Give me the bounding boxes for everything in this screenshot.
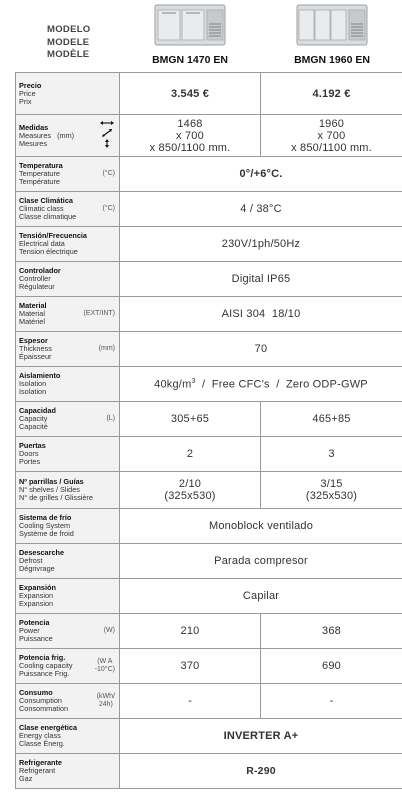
dimensions-value-1 [120, 115, 261, 157]
defrost-value: Parada compresor [120, 544, 402, 579]
row-electrical [16, 227, 402, 262]
label-en: Controller [19, 274, 51, 283]
label-power [16, 614, 120, 649]
label-fr: Tension électrique [19, 247, 78, 256]
label-climate-class [16, 192, 120, 227]
label-fr: Consommation [19, 704, 69, 713]
capacity-value-1: 305+65 [120, 402, 261, 437]
model-label-fr-accent: MODÈLE [47, 49, 90, 60]
unit-label-line-1: (W A [97, 658, 113, 665]
cooling-capacity-value-2: 690 [261, 649, 402, 684]
label-cooling-capacity [16, 649, 120, 684]
product-name-2: BMGN 1960 EN [294, 54, 370, 66]
label-es: Medidas [19, 122, 49, 132]
label-en: Expansion [19, 591, 54, 600]
row-dimensions [16, 115, 402, 157]
shelves-count: 3/15 [320, 478, 343, 490]
unit-label: (°C) [102, 205, 115, 212]
unit-label [97, 693, 115, 709]
refrigerated-counter-2-door-image [154, 4, 226, 46]
refrigerated-counter-3-door-image [296, 4, 368, 46]
row-material [16, 297, 402, 332]
label-en: Price [19, 88, 36, 98]
label-es: Precio [19, 80, 42, 90]
label-thickness [16, 332, 120, 367]
unit-label-line-2: 24h) [98, 701, 113, 708]
label-fr: Système de froid [19, 529, 74, 538]
unit-label-line-2: -10°C) [94, 666, 115, 673]
label-expansion [16, 579, 120, 614]
label-shelves [16, 472, 120, 509]
label-es: Capacidad [19, 406, 56, 415]
dimension-width: 1468 [177, 117, 203, 130]
cooling-capacity-value-1: 370 [120, 649, 261, 684]
dimension-width: 1960 [318, 117, 345, 130]
unit-label-line-1: (kWh/ [96, 693, 115, 700]
label-en: Defrost [19, 556, 43, 565]
label-es: Espesor [19, 336, 48, 345]
label-es: Nº parrillas / Guías [19, 477, 84, 486]
label-es: Tensión/Frecuencia [19, 231, 87, 240]
label-en: Climatic class [19, 204, 64, 213]
unit-label: (W) [103, 627, 115, 634]
row-price [16, 73, 402, 115]
label-doors [16, 437, 120, 472]
label-price [16, 73, 120, 115]
label-fr: Mesures [19, 138, 47, 148]
label-fr: Expansion [19, 599, 54, 608]
label-dimensions [16, 115, 120, 157]
row-cooling-capacity [16, 649, 402, 684]
label-en: Material [19, 309, 45, 318]
label-temperature [16, 157, 120, 192]
label-es: Controlador [19, 266, 61, 275]
label-es: Consumo [19, 688, 53, 697]
material-value: AISI 304 18/10 [120, 297, 402, 332]
label-fr: Puissance [19, 634, 53, 643]
row-climate-class [16, 192, 402, 227]
doors-value-1: 2 [120, 437, 261, 472]
label-en: Cooling System [19, 521, 71, 530]
label-refrigerant [16, 754, 120, 789]
unit-label: (°C) [102, 170, 115, 177]
label-fr: Dégrivrage [19, 564, 55, 573]
label-es: Potencia [19, 618, 50, 627]
label-es: Refrigerante [19, 758, 62, 767]
label-en-text: Measures [19, 130, 52, 140]
label-en: Temperature [19, 169, 60, 178]
shelves-value-2 [261, 472, 402, 509]
spec-table [15, 72, 402, 789]
row-power [16, 614, 402, 649]
row-shelves [16, 472, 402, 509]
label-fr: Classe Énerg. [19, 739, 65, 748]
dimensions-value-2 [261, 115, 402, 157]
label-en: Power [19, 626, 40, 635]
unit-label: (mm) [98, 345, 115, 352]
refrigerant-value: R-290 [120, 754, 402, 789]
product-name-1: BMGN 1470 EN [152, 54, 228, 66]
insulation-notes: / Free CFC's / Zero ODP-GWP [195, 378, 368, 391]
header [0, 0, 402, 70]
label-en: Electrical data [19, 239, 65, 248]
thickness-value: 70 [120, 332, 402, 367]
label-insulation [16, 367, 120, 402]
label-es: Temperatura [19, 161, 63, 170]
row-defrost [16, 544, 402, 579]
label-es: Clase Climática [19, 196, 73, 205]
electrical-value: 230V/1ph/50Hz [120, 227, 402, 262]
label-cooling-system [16, 509, 120, 544]
dimension-depth: x 700 [317, 129, 346, 142]
label-es: Potencia frig. [19, 653, 66, 662]
label-es: Clase energética [19, 723, 78, 732]
power-value-1: 210 [120, 614, 261, 649]
controller-value: Digital IP65 [120, 262, 402, 297]
dimension-height: x 850/1100 mm. [149, 141, 231, 154]
label-controller [16, 262, 120, 297]
label-fr: Régulateur [19, 282, 55, 291]
row-consumption [16, 684, 402, 719]
unit-label: (mm) [57, 130, 75, 140]
model-label [47, 24, 91, 62]
shelf-size: (325x530) [164, 490, 216, 502]
unit-label: (L) [106, 415, 115, 422]
label-fr: Isolation [19, 387, 47, 396]
insulation-value [120, 367, 402, 402]
power-value-2: 368 [261, 614, 402, 649]
row-cooling-system [16, 509, 402, 544]
row-capacity [16, 402, 402, 437]
unit-label [95, 658, 115, 674]
label-es: Expansión [19, 583, 56, 592]
label-fr: Matériel [19, 317, 45, 326]
model-label-fr: MODELE [47, 36, 90, 48]
dimension-height: x 850/1100 mm. [291, 141, 372, 154]
consumption-value-1: - [120, 684, 261, 719]
row-temperature [16, 157, 402, 192]
doors-value-2: 3 [261, 437, 402, 472]
label-fr: Température [19, 177, 60, 186]
label-fr: Épaisseur [19, 352, 52, 361]
label-es: Material [19, 301, 47, 310]
price-value-2: 4.192 € [261, 73, 402, 115]
label-es: Sistema de frío [19, 513, 72, 522]
row-expansion [16, 579, 402, 614]
shelves-value-1 [120, 472, 261, 509]
dimensions-arrows-icon [100, 118, 114, 148]
shelves-count: 2/10 [178, 478, 202, 490]
row-energy-class [16, 719, 402, 754]
label-es: Desescarche [19, 548, 65, 557]
label-defrost [16, 544, 120, 579]
label-en: Cooling capacity [19, 661, 73, 670]
temperature-value: 0°/+6°C. [120, 157, 402, 192]
label-capacity [16, 402, 120, 437]
product-column-1 [120, 0, 260, 70]
consumption-value-2: - [261, 684, 402, 719]
product-column-2 [262, 0, 402, 70]
label-fr: N° de grilles / Glissière [19, 493, 93, 502]
row-insulation [16, 367, 402, 402]
label-consumption [16, 684, 120, 719]
label-fr: Prix [19, 96, 32, 106]
label-en: Consumption [19, 696, 62, 705]
label-fr: Puissance Frig. [19, 669, 70, 678]
unit-label: (EXT/INT) [83, 310, 115, 317]
row-controller [16, 262, 402, 297]
label-fr: Capacité [19, 422, 48, 431]
model-label-es: MODELO [47, 24, 91, 35]
cooling-system-value: Monoblock ventilado [120, 509, 402, 544]
expansion-value: Capilar [120, 579, 402, 614]
shelf-size: (325x530) [305, 490, 358, 502]
label-en: Doors [19, 449, 39, 458]
label-energy-class [16, 719, 120, 754]
label-es: Puertas [19, 441, 46, 450]
label-es: Aislamiento [19, 371, 61, 380]
label-material [16, 297, 120, 332]
row-refrigerant [16, 754, 402, 789]
insulation-density: 40kg/m [154, 378, 192, 391]
label-fr: Portes [19, 457, 41, 466]
label-en: Energy class [19, 731, 61, 740]
label-en: Capacity [19, 414, 48, 423]
capacity-value-2: 465+85 [261, 402, 402, 437]
insulation-unit-exponent: 3 [191, 377, 196, 385]
label-en: Thickness [19, 344, 52, 353]
energy-class-value: INVERTER A+ [120, 719, 402, 754]
label-en: Isolation [19, 379, 47, 388]
dimension-depth: x 700 [176, 129, 204, 142]
price-value-1: 3.545 € [120, 73, 261, 115]
row-thickness [16, 332, 402, 367]
climate-class-value: 4 / 38°C [120, 192, 402, 227]
label-en: N° shelves / Slides [19, 485, 80, 494]
label-electrical [16, 227, 120, 262]
label-fr: Gaz [19, 774, 33, 783]
label-en: Refrigerant [19, 766, 56, 775]
label-fr: Classe climatique [19, 212, 77, 221]
row-doors [16, 437, 402, 472]
